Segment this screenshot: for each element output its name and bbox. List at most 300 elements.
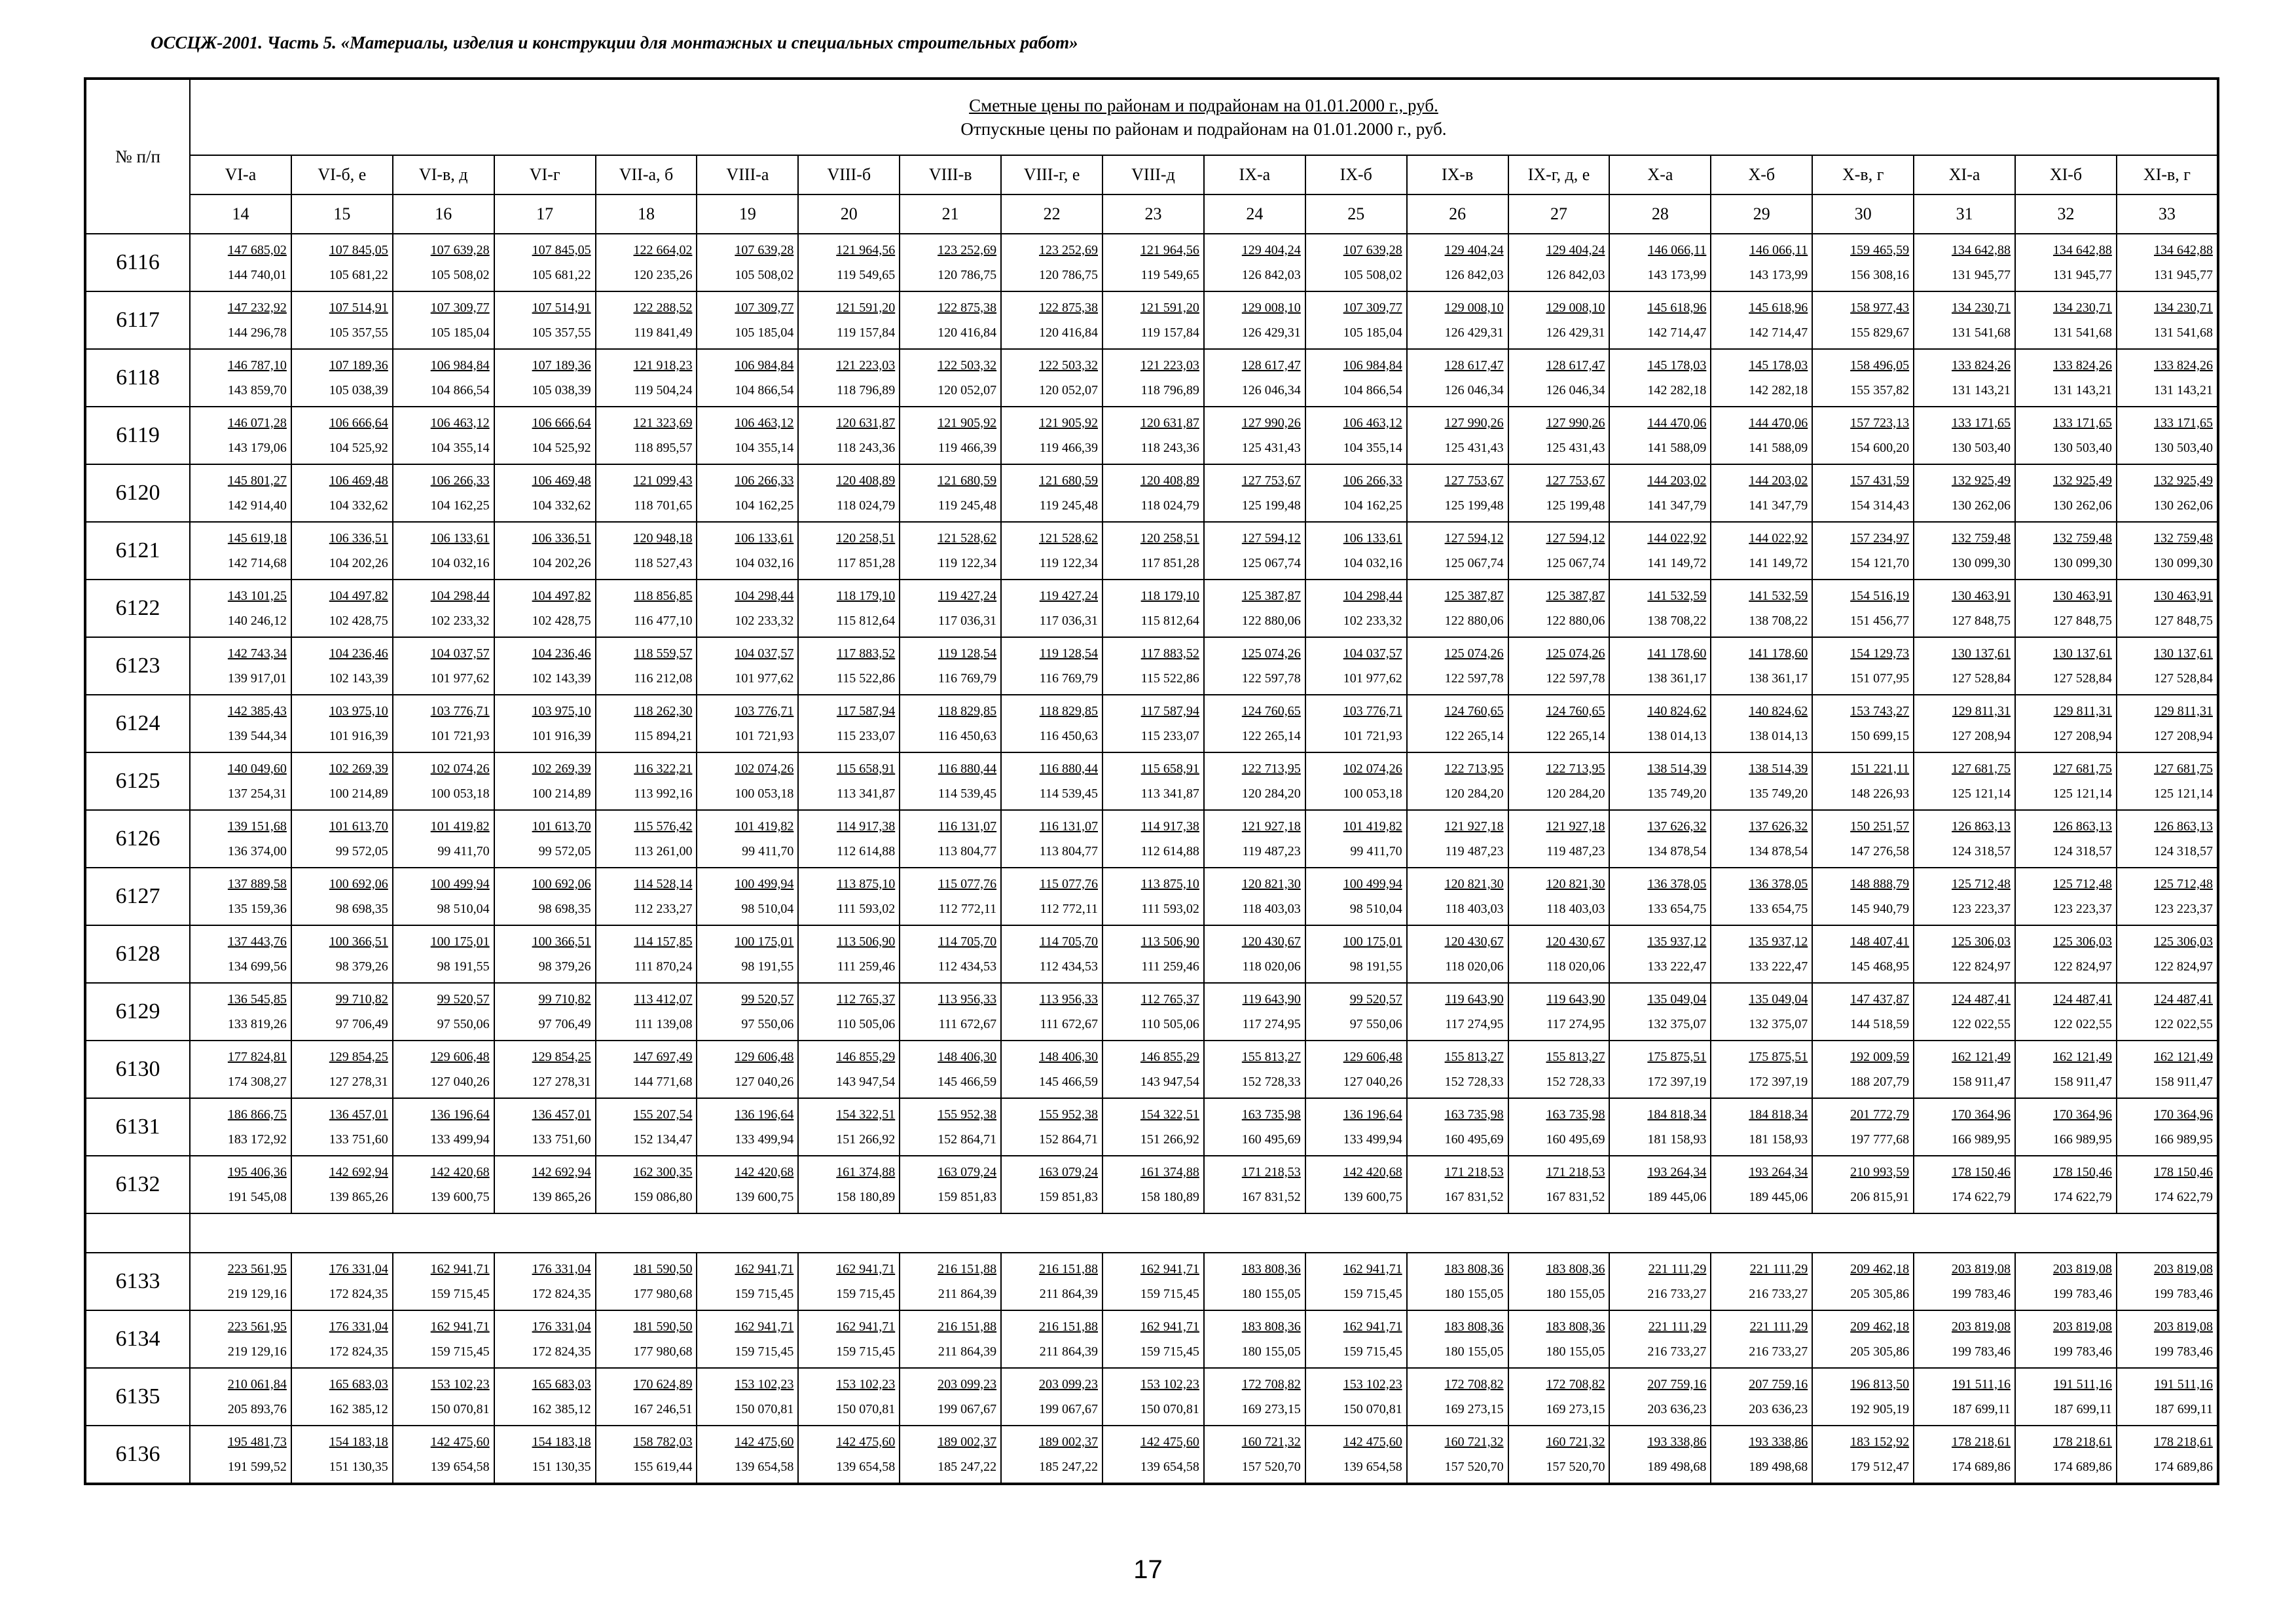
price-cell (1711, 407, 1812, 464)
estimated-price: 193 338,86 (1647, 1435, 1707, 1449)
price-cell (2117, 983, 2218, 1041)
price-cell (2015, 1156, 2117, 1213)
estimated-price: 104 298,44 (1343, 589, 1402, 603)
release-price: 158 911,47 (1952, 1075, 2011, 1089)
row-number: 6131 (85, 1098, 190, 1156)
estimated-price: 151 221,11 (1850, 762, 1910, 776)
price-cell (1102, 637, 1204, 695)
price-cell (1001, 1368, 1102, 1426)
release-price: 183 172,92 (227, 1132, 287, 1147)
estimated-price: 117 883,52 (1140, 646, 1199, 661)
release-price: 120 786,75 (938, 268, 997, 282)
price-cell (291, 580, 393, 637)
row-number: 6135 (85, 1368, 190, 1426)
release-price: 134 878,54 (1647, 844, 1707, 858)
estimated-price: 139 151,68 (227, 819, 287, 834)
price-cell (1711, 695, 1812, 752)
release-price: 205 305,86 (1850, 1287, 1910, 1301)
price-cell (798, 637, 900, 695)
price-cell (190, 810, 291, 868)
price-cell (1001, 868, 1102, 925)
estimated-price: 148 406,30 (1039, 1050, 1099, 1064)
estimated-price: 209 462,18 (1850, 1320, 1910, 1334)
release-price: 158 911,47 (2154, 1075, 2213, 1089)
release-price: 117 851,28 (1140, 556, 1199, 570)
release-price: 126 842,03 (1546, 268, 1605, 282)
release-price: 113 341,87 (1140, 786, 1199, 801)
column-number: 15 (291, 194, 393, 234)
price-cell (1609, 1041, 1711, 1098)
release-price: 155 619,44 (633, 1460, 693, 1474)
estimated-price: 113 412,07 (634, 992, 693, 1006)
price-cell (1711, 1041, 1812, 1098)
release-price: 162 385,12 (532, 1402, 591, 1416)
estimated-price: 137 626,32 (1749, 819, 1808, 834)
estimated-price: 100 175,01 (735, 934, 794, 949)
estimated-price: 126 863,13 (2052, 819, 2112, 834)
price-cell (900, 983, 1001, 1041)
estimated-price: 101 419,82 (1343, 819, 1402, 834)
estimated-price: 163 735,98 (1241, 1107, 1301, 1122)
price-cell (190, 637, 291, 695)
release-price: 126 429,31 (1444, 325, 1504, 340)
release-price: 104 162,25 (430, 498, 490, 513)
release-price: 115 812,64 (1140, 614, 1199, 628)
release-price: 180 155,05 (1444, 1287, 1504, 1301)
price-cell (1812, 291, 1914, 349)
release-price: 159 851,83 (1039, 1190, 1099, 1204)
estimated-price: 147 697,49 (633, 1050, 693, 1064)
price-cell (393, 234, 494, 291)
release-price: 127 040,26 (735, 1075, 794, 1089)
release-price: 122 022,55 (1952, 1017, 2011, 1031)
price-cell (494, 637, 596, 695)
estimated-price: 100 692,06 (532, 877, 591, 891)
price-cell (1001, 752, 1102, 810)
price-cell (1204, 1426, 1305, 1484)
price-cell (1914, 234, 2015, 291)
release-price: 122 597,78 (1546, 671, 1605, 686)
price-cell (1812, 1426, 1914, 1484)
release-price: 118 701,65 (634, 498, 693, 513)
release-price: 127 848,75 (2052, 614, 2112, 628)
price-cell (2015, 637, 2117, 695)
row-number: 6126 (85, 810, 190, 868)
release-price: 138 014,13 (1647, 729, 1707, 743)
estimated-price: 142 692,94 (532, 1165, 591, 1179)
estimated-price: 106 336,51 (329, 531, 388, 545)
release-price: 138 014,13 (1749, 729, 1808, 743)
release-price: 134 878,54 (1749, 844, 1808, 858)
release-price: 150 070,81 (735, 1402, 794, 1416)
release-price: 216 733,27 (1647, 1344, 1707, 1359)
release-price: 101 916,39 (329, 729, 388, 743)
estimated-price: 140 824,62 (1749, 704, 1808, 718)
release-price: 101 721,93 (430, 729, 490, 743)
row-number: 6123 (85, 637, 190, 695)
release-price: 133 499,94 (430, 1132, 490, 1147)
price-cell (1305, 983, 1407, 1041)
price-cell (291, 752, 393, 810)
estimated-price: 127 753,67 (1241, 473, 1301, 488)
estimated-price: 127 753,67 (1546, 473, 1605, 488)
price-cell (291, 1368, 393, 1426)
price-cell (2015, 810, 2117, 868)
release-price: 111 139,08 (634, 1017, 693, 1031)
estimated-price: 123 252,69 (938, 243, 997, 257)
estimated-price: 106 133,61 (735, 531, 794, 545)
estimated-price: 142 475,60 (735, 1435, 794, 1449)
release-price: 132 375,07 (1749, 1017, 1808, 1031)
estimated-price: 216 151,88 (938, 1262, 997, 1276)
release-price: 120 052,07 (1039, 383, 1099, 397)
price-cell (1914, 752, 2015, 810)
price-cell (494, 580, 596, 637)
estimated-price: 104 236,46 (532, 646, 591, 661)
estimated-price: 144 203,02 (1647, 473, 1707, 488)
estimated-price: 170 364,96 (1952, 1107, 2011, 1122)
column-number: 20 (798, 194, 900, 234)
price-cell (1508, 291, 1610, 349)
estimated-price: 117 883,52 (836, 646, 896, 661)
price-cell (596, 522, 697, 580)
estimated-price: 203 819,08 (2052, 1262, 2112, 1276)
release-price: 127 278,31 (532, 1075, 591, 1089)
estimated-price: 162 300,35 (633, 1165, 693, 1179)
release-price: 102 428,75 (329, 614, 388, 628)
price-cell (1914, 983, 2015, 1041)
release-price: 122 824,97 (1952, 959, 2011, 974)
release-price: 104 525,92 (329, 441, 388, 455)
price-cell (697, 1310, 798, 1368)
release-price: 138 708,22 (1749, 614, 1808, 628)
estimated-price: 129 008,10 (1444, 301, 1504, 315)
estimated-price: 186 866,75 (227, 1107, 287, 1122)
estimated-price: 136 378,05 (1749, 877, 1808, 891)
release-price: 131 945,77 (2153, 268, 2213, 282)
price-cell (190, 868, 291, 925)
estimated-price: 113 956,33 (938, 992, 997, 1006)
estimated-price: 160 721,32 (1546, 1435, 1605, 1449)
release-price: 118 024,79 (1140, 498, 1199, 513)
estimated-price: 159 465,59 (1850, 243, 1910, 257)
release-price: 144 771,68 (633, 1075, 693, 1089)
estimated-price: 121 323,69 (633, 416, 693, 430)
price-cell (1305, 1098, 1407, 1156)
price-cell (697, 1041, 798, 1098)
release-price: 133 222,47 (1749, 959, 1808, 974)
release-price: 111 672,67 (938, 1017, 997, 1031)
release-price: 192 905,19 (1850, 1402, 1910, 1416)
price-cell (2117, 349, 2218, 407)
price-cell (1204, 349, 1305, 407)
release-price: 166 989,95 (2153, 1132, 2213, 1147)
estimated-price: 146 855,29 (836, 1050, 896, 1064)
estimated-price: 145 801,27 (227, 473, 287, 488)
release-price: 145 468,95 (1850, 959, 1910, 974)
release-price: 120 235,26 (633, 268, 693, 282)
estimated-price: 100 175,01 (430, 934, 490, 949)
estimated-price: 119 128,54 (1039, 646, 1099, 661)
release-price: 162 385,12 (329, 1402, 388, 1416)
price-cell (1305, 925, 1407, 983)
estimated-price: 148 406,30 (938, 1050, 997, 1064)
price-cell (2015, 407, 2117, 464)
estimated-price: 138 514,39 (1647, 762, 1707, 776)
estimated-price: 120 631,87 (1140, 416, 1199, 430)
estimated-price: 135 937,12 (1647, 934, 1707, 949)
release-price: 147 276,58 (1850, 844, 1910, 858)
estimated-price: 106 133,61 (1343, 531, 1402, 545)
release-price: 150 070,81 (836, 1402, 896, 1416)
spacer-cell (190, 1213, 2218, 1253)
estimated-price: 171 218,53 (1546, 1165, 1605, 1179)
release-price: 105 185,04 (735, 325, 794, 340)
release-price: 160 495,69 (1444, 1132, 1504, 1147)
release-price: 133 222,47 (1647, 959, 1707, 974)
price-cell (1305, 407, 1407, 464)
price-cell (291, 1098, 393, 1156)
column-number: 26 (1407, 194, 1508, 234)
release-price: 100 053,18 (430, 786, 490, 801)
estimated-price: 140 824,62 (1647, 704, 1707, 718)
estimated-price: 183 808,36 (1546, 1262, 1605, 1276)
region-header: VIII-в (900, 155, 1001, 194)
release-price: 125 431,43 (1444, 441, 1504, 455)
price-cell (697, 464, 798, 522)
estimated-price: 106 266,33 (430, 473, 490, 488)
release-price: 154 314,43 (1850, 498, 1910, 513)
release-price: 98 698,35 (335, 902, 388, 916)
region-header: IX-а (1204, 155, 1305, 194)
region-header: VIII-г, е (1001, 155, 1102, 194)
column-number: 17 (494, 194, 596, 234)
estimated-price: 99 710,82 (335, 992, 388, 1006)
price-cell (1508, 1310, 1610, 1368)
table-row (85, 407, 2218, 464)
estimated-price: 122 503,32 (1039, 358, 1099, 373)
release-price: 205 893,76 (227, 1402, 287, 1416)
estimated-price: 216 151,88 (938, 1320, 997, 1334)
price-cell (1407, 407, 1508, 464)
price-cell (1407, 1041, 1508, 1098)
price-cell (393, 695, 494, 752)
release-price: 150 070,81 (430, 1402, 490, 1416)
release-price: 177 980,68 (633, 1344, 693, 1359)
release-price: 119 157,84 (1140, 325, 1199, 340)
release-price: 119 245,48 (938, 498, 997, 513)
release-price: 120 284,20 (1241, 786, 1301, 801)
price-cell (291, 1041, 393, 1098)
release-price: 130 262,06 (2052, 498, 2112, 513)
release-price: 143 947,54 (836, 1075, 896, 1089)
region-header: VII-а, б (596, 155, 697, 194)
price-cell (2117, 580, 2218, 637)
price-cell (190, 580, 291, 637)
price-cell (2015, 752, 2117, 810)
region-header: IX-г, д, е (1508, 155, 1610, 194)
price-cell (2117, 522, 2218, 580)
release-price: 199 783,46 (1952, 1344, 2011, 1359)
release-price: 102 233,32 (735, 614, 794, 628)
price-cell (798, 925, 900, 983)
release-price: 120 786,75 (1039, 268, 1099, 282)
price-cell (1914, 407, 2015, 464)
column-number: 19 (697, 194, 798, 234)
estimated-price: 106 984,84 (1343, 358, 1402, 373)
estimated-price: 107 189,36 (329, 358, 388, 373)
estimated-price: 122 713,95 (1444, 762, 1504, 776)
release-price: 155 357,82 (1850, 383, 1910, 397)
price-cell (900, 1098, 1001, 1156)
release-price: 111 593,02 (837, 902, 896, 916)
release-price: 125 067,74 (1546, 556, 1605, 570)
price-cell (2015, 695, 2117, 752)
price-cell (1102, 1368, 1204, 1426)
page-number: 17 (1133, 1555, 1163, 1584)
estimated-price: 145 618,96 (1749, 301, 1808, 315)
release-price: 142 714,47 (1647, 325, 1707, 340)
estimated-price: 128 617,47 (1546, 358, 1605, 373)
release-price: 169 273,15 (1546, 1402, 1605, 1416)
estimated-price: 161 374,88 (836, 1165, 896, 1179)
release-price: 131 143,21 (2052, 383, 2112, 397)
price-cell (2117, 868, 2218, 925)
release-price: 119 487,23 (1242, 844, 1301, 858)
price-cell (1812, 580, 1914, 637)
estimated-price: 145 618,96 (1647, 301, 1707, 315)
price-cell (798, 752, 900, 810)
estimated-price: 154 322,51 (1140, 1107, 1199, 1122)
price-cell (1914, 637, 2015, 695)
release-price: 118 243,36 (836, 441, 896, 455)
release-price: 219 129,16 (227, 1344, 287, 1359)
header-row-regions (85, 155, 2218, 194)
release-price: 111 259,46 (1141, 959, 1199, 974)
release-price: 130 503,40 (1952, 441, 2011, 455)
estimated-price: 165 683,03 (532, 1377, 591, 1392)
caption-release-prices: Отпускные цены по районам и подрайонам на 01.01.2000 г., руб. (960, 119, 1447, 139)
estimated-price: 203 819,08 (2153, 1320, 2213, 1334)
price-cell (1508, 695, 1610, 752)
price-cell (190, 1310, 291, 1368)
estimated-price: 121 918,23 (633, 358, 693, 373)
release-price: 97 550,06 (741, 1017, 794, 1031)
price-cell (1711, 868, 1812, 925)
price-cell (2015, 234, 2117, 291)
estimated-price: 107 639,28 (735, 243, 794, 257)
estimated-price: 178 150,46 (2052, 1165, 2112, 1179)
release-price: 105 508,02 (1343, 268, 1402, 282)
release-price: 180 155,05 (1546, 1287, 1605, 1301)
estimated-price: 125 074,26 (1444, 646, 1504, 661)
estimated-price: 144 022,92 (1647, 531, 1707, 545)
estimated-price: 121 223,03 (1140, 358, 1199, 373)
release-price: 112 233,27 (634, 902, 693, 916)
release-price: 130 262,06 (2153, 498, 2213, 513)
price-cell (596, 1426, 697, 1484)
release-price: 114 539,45 (1039, 786, 1099, 801)
release-price: 199 783,46 (2052, 1287, 2112, 1301)
row-number: 6117 (85, 291, 190, 349)
column-number: 31 (1914, 194, 2015, 234)
price-cell (2117, 695, 2218, 752)
price-cell (1102, 580, 1204, 637)
price-cell (1812, 464, 1914, 522)
region-header: VI-в, д (393, 155, 494, 194)
price-cell (1407, 1098, 1508, 1156)
release-price: 123 223,37 (2052, 902, 2112, 916)
estimated-price: 127 681,75 (1952, 762, 2011, 776)
price-cell (1914, 349, 2015, 407)
table-row (85, 810, 2218, 868)
price-cell (393, 1426, 494, 1484)
price-cell (798, 291, 900, 349)
estimated-price: 221 111,29 (1749, 1262, 1808, 1276)
release-price: 139 865,26 (329, 1190, 388, 1204)
estimated-price: 178 218,61 (2153, 1435, 2213, 1449)
release-price: 159 086,80 (633, 1190, 693, 1204)
release-price: 131 143,21 (2153, 383, 2213, 397)
release-price: 139 600,75 (735, 1190, 794, 1204)
price-cell (2117, 291, 2218, 349)
price-cell (1204, 983, 1305, 1041)
price-cell (2117, 1426, 2218, 1484)
estimated-price: 114 705,70 (938, 934, 997, 949)
release-price: 136 374,00 (227, 844, 287, 858)
estimated-price: 183 152,92 (1850, 1435, 1910, 1449)
release-price: 167 831,52 (1444, 1190, 1504, 1204)
estimated-price: 121 223,03 (836, 358, 896, 373)
release-price: 104 866,54 (430, 383, 490, 397)
estimated-price: 113 875,10 (1140, 877, 1199, 891)
price-cell (1407, 810, 1508, 868)
release-price: 191 599,52 (227, 1460, 287, 1474)
release-price: 159 715,45 (430, 1287, 490, 1301)
release-price: 141 149,72 (1749, 556, 1808, 570)
release-price: 211 864,39 (1039, 1344, 1099, 1359)
release-price: 152 864,71 (938, 1132, 997, 1147)
estimated-price: 121 964,56 (836, 243, 896, 257)
release-price: 169 273,15 (1241, 1402, 1301, 1416)
estimated-price: 124 487,41 (1952, 992, 2011, 1006)
price-cell (596, 752, 697, 810)
estimated-price: 106 133,61 (430, 531, 490, 545)
column-number: 21 (900, 194, 1001, 234)
release-price: 104 355,14 (430, 441, 490, 455)
price-cell (393, 291, 494, 349)
release-price: 189 445,06 (1647, 1190, 1707, 1204)
price-cell (1812, 925, 1914, 983)
price-cell (393, 522, 494, 580)
estimated-price: 106 336,51 (532, 531, 591, 545)
price-cell (291, 464, 393, 522)
release-price: 157 520,70 (1444, 1460, 1504, 1474)
estimated-price: 146 066,11 (1648, 243, 1707, 257)
price-cell (900, 925, 1001, 983)
release-price: 160 495,69 (1241, 1132, 1301, 1147)
release-price: 159 715,45 (836, 1287, 896, 1301)
price-cell (1812, 752, 1914, 810)
release-price: 139 654,58 (1343, 1460, 1402, 1474)
estimated-price: 178 150,46 (1952, 1165, 2011, 1179)
estimated-price: 142 420,68 (1343, 1165, 1402, 1179)
release-price: 172 824,35 (532, 1344, 591, 1359)
estimated-price: 144 022,92 (1749, 531, 1808, 545)
price-cell (1102, 291, 1204, 349)
release-price: 118 796,89 (836, 383, 896, 397)
estimated-price: 132 925,49 (2052, 473, 2112, 488)
